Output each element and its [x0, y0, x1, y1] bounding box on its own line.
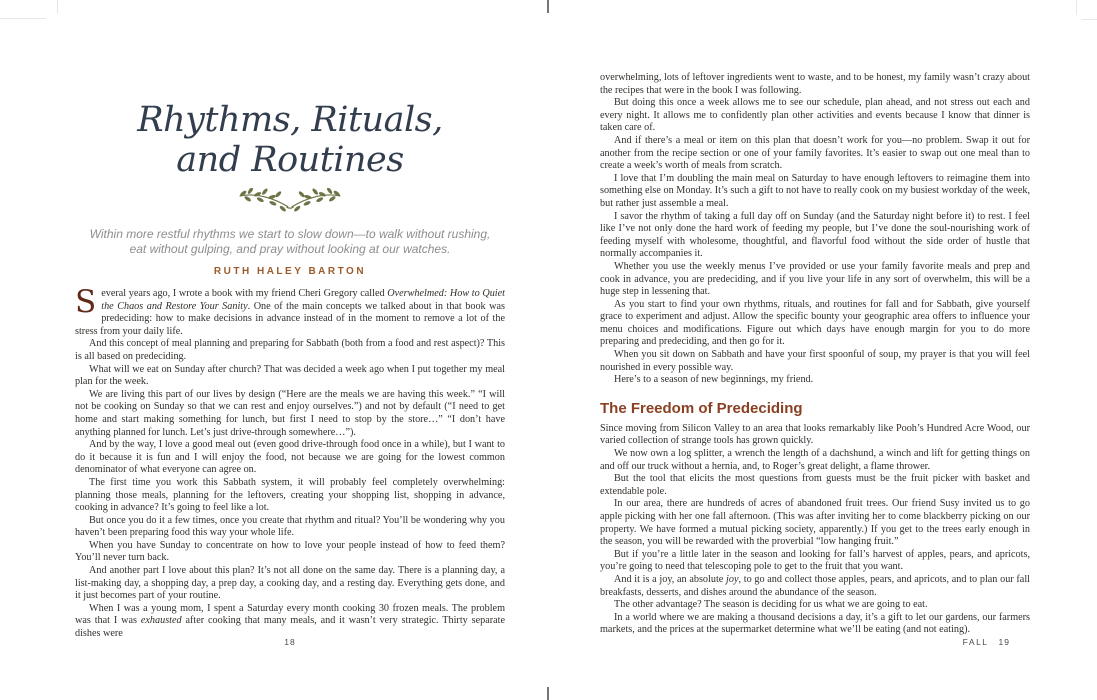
paragraph: [75, 565, 505, 603]
text-run: Whether you use the weekly menus I’ve provided or use your family favorite meals and prep and cook in advance, you are predeciding, and if you live your life in any sort of overwhelm, this will be a huge step in lessening that.: [600, 260, 1030, 298]
paragraph: [75, 540, 505, 565]
italic-text: exhausted: [140, 615, 182, 627]
italic-text: joy: [726, 573, 739, 585]
paragraph: [75, 364, 505, 389]
paragraph: [600, 498, 1030, 548]
paragraph: [75, 439, 505, 477]
epigraph-attribution: RUTH HALEY BARTON: [213, 266, 367, 277]
text-run: In our area, there are hundreds of acres of abandoned fruit trees. Our friend Susy invited us to go apple picking with her one fall afternoon. (This was after inviting her to come blackberry picking on our property. We have formed a mutual picking society, apparently.) If you get to the trees early enough in the season, you will be rewarded with the proverbial “low hanging fruit.”: [600, 498, 1030, 548]
text-run: The first time you work this Sabbath system, it will probably feel completely overwhelming: planning those meals, planning for the leftovers, creating your shopping list, shopping in advance, cooking in advance? It’s going to feel like a lot.: [75, 476, 505, 514]
running-foot-section: FALL: [962, 637, 989, 647]
paragraph: [75, 603, 505, 641]
text-run: after cooking that many meals, and it wasn’t very strategic. Thirty separate dishes were: [75, 615, 505, 640]
text-run: And by the way, I love a good meal out (even good drive-through food once in a while), but I want to do it because it is fun and I will enjoy the food, not because we are going for the lowest common denominator of what everyone can agree on.: [75, 439, 505, 476]
left-page: [75, 0, 505, 641]
paragraph: [600, 612, 1030, 637]
text-run: everal years ago, I wrote a book with my friend Cheri Gregory called: [101, 288, 388, 299]
crop-mark-top-right-v: [1076, 0, 1077, 15]
text-run: But once you do it a few times, once you create that rhythm and ritual? You’ll be wondering why you haven’t been preparing food this way your whole life.: [75, 514, 505, 539]
paragraph: [600, 173, 1030, 211]
paragraph: [600, 448, 1030, 473]
text-run: Here’s to a season of new beginnings, my friend.: [614, 374, 814, 386]
chapter-title-line2: and Routines: [176, 140, 404, 180]
paragraph: [600, 374, 1030, 387]
gutter-crop-mark-top: [547, 0, 549, 13]
paragraph: [600, 299, 1030, 349]
crop-mark-top-right-h: [1082, 19, 1097, 20]
paragraph: [75, 477, 505, 515]
body-text-column-right-top: [600, 72, 1030, 387]
text-run: But the tool that elicits the most questions from guests must be the fruit picker with basket and extendable pole.: [600, 473, 1030, 497]
text-run: And it is a joy, an absolute: [614, 573, 727, 585]
paragraph: [600, 349, 1030, 374]
italic-text: Overwhelmed: How to Quiet the Chaos and Restore Your Sanity: [101, 288, 505, 312]
epigraph: [75, 227, 505, 257]
chapter-title: [75, 100, 505, 180]
paragraph: [600, 473, 1030, 498]
epigraph-line1: Within more restful rhythms we start to slow down—to walk without rushing,: [89, 227, 491, 241]
page-number-right: [600, 637, 1030, 647]
page-number-left: 18: [284, 637, 296, 647]
text-run: overwhelming, lots of leftover ingredients went to waste, and to be honest, my family wasn’t crazy about the recipes that were in the book I was following.: [600, 72, 1030, 96]
paragraph: [75, 338, 505, 363]
gutter-crop-mark-bottom: [547, 687, 549, 700]
body-text-column-right-bottom: [600, 423, 1030, 637]
paragraph: [75, 389, 505, 439]
text-run: But if you’re a little later in the season and looking for fall’s harvest of apples, pears, and apricots, you’re going to need that telescoping pole to get to the fruit that you want.: [600, 548, 1030, 573]
text-run: In a world where we are making a thousand decisions a day, it’s a gift to let our gardens, our farmers markets, and the prices at the supermarket determine what we’ll be eating (and not eating).: [600, 611, 1030, 636]
paragraph: [75, 284, 505, 338]
paragraph: [75, 515, 505, 540]
paragraph: [600, 261, 1030, 299]
paragraph: [600, 599, 1030, 612]
paragraph: [600, 423, 1030, 448]
text-run: And if there’s a meal or item on this plan that doesn’t work for you—no problem. Swap it out for another from the recipe section or one of your family favorites. It’s easier to swap out one meal than to create a week’s worth of meals from scratch.: [600, 134, 1030, 172]
laurel-ornament: [75, 188, 505, 220]
text-run: I savor the rhythm of taking a full day off on Sunday (and the Saturday night before it) to rest. I feel like I’ve not only done the hard work of feeding my people, but I’ve done the soul-nourishing work of feeding myself with wholesome, thoughtful, and flavorful food without the side order of hustle that normally accompanies it.: [600, 210, 1030, 260]
section-heading: The Freedom of Predeciding: [600, 399, 803, 417]
right-page: [600, 72, 1030, 637]
text-run: As you start to find your own rhythms, rituals, and routines for fall and for Sabbath, give yourself grace to experiment and adjust. Allow the specific bounty your geographic area offers to influence your menu choices and modifications. Figure out which days have enough margin for you to do more preparing and predeciding, and then go for it.: [600, 298, 1030, 348]
chapter-title-line1: Rhythms, Rituals,: [137, 100, 443, 140]
text-run: And this concept of meal planning and preparing for Sabbath (both from a food and rest aspect)? This is all based on predeciding.: [75, 338, 505, 362]
drop-cap: S: [75, 284, 97, 320]
crop-mark-top-left-v: [57, 0, 58, 14]
page-number-right-value: 19: [998, 637, 1010, 647]
text-run: When you have Sunday to concentrate on how to love your people instead of how to feed them? You’ll never turn back.: [75, 539, 505, 564]
text-run: Since moving from Silicon Valley to an area that looks remarkably like Pooh’s Hundred Acre Wood, our varied collection of strange tools has grown quickly.: [600, 422, 1030, 447]
text-run: What will we eat on Sunday after church? That was decided a week ago when I put together my meal plan for the week.: [75, 363, 505, 388]
text-run: When I was a young mom, I spent a Saturday every month cooking 30 frozen meals. The problem was that I was: [75, 602, 505, 627]
text-run: , to go and collect those apples, pears, and apricots, and to plan our fall breakfasts, desserts, and dishes around the abundance of the season.: [600, 573, 1030, 598]
body-text-column-left: [75, 284, 505, 641]
text-run: But doing this once a week allows me to see our schedule, plan ahead, and not stress out each and every night. It allows me to confidently plan other activities and events because I know that dinner is taken care of.: [600, 97, 1030, 134]
paragraph: [600, 97, 1030, 135]
text-run: We now own a log splitter, a wrench the length of a dachshund, a winch and lift for getting things on and off our truck without a hernia, and, to Roger’s great delight, a flame thrower.: [600, 448, 1030, 472]
crop-mark-top-left-h: [0, 18, 46, 19]
text-run: The other advantage? The season is deciding for us what we are going to eat.: [614, 599, 928, 611]
epigraph-line2: eat without gulping, and pray without looking at our watches.: [129, 242, 451, 256]
text-run: When you sit down on Sabbath and have your first spoonful of soup, my prayer is that you will feel nourished in every possible way.: [600, 349, 1030, 373]
paragraph: [600, 574, 1030, 599]
text-run: And another part I love about this plan? It’s not all done on the same day. There is a planning day, a list-making day, a shopping day, a prep day, a cooking day, and a resting day. Everything gets done, and it just becomes part of your routine.: [75, 565, 505, 602]
text-run: . One of the main concepts we talked about in that book was predeciding: how to make decisions in advance instead of in the moment to remove a lot of the stress from your daily life.: [75, 300, 505, 337]
paragraph: [600, 211, 1030, 261]
text-run: We are living this part of our lives by design (“Here are the meals we are having this week.” “I will not be cooking on Sunday so that we can rest and enjoy ourselves.”) and not by default (“I need to get home and start making something for lunch, but first I need to stop by the store…” “I don’t have anything planned for lunch. Let’s just drive-through somewhere…”).: [75, 388, 505, 438]
text-run: I love that I’m doubling the main meal on Saturday to have enough leftovers to reimagine them into something else on Monday. It’s such a gift to not have to really cook on my busiest workday of the week, but rather just assemble a meal.: [600, 172, 1030, 209]
paragraph: [600, 135, 1030, 173]
paragraph: [600, 549, 1030, 574]
paragraph: [600, 72, 1030, 97]
